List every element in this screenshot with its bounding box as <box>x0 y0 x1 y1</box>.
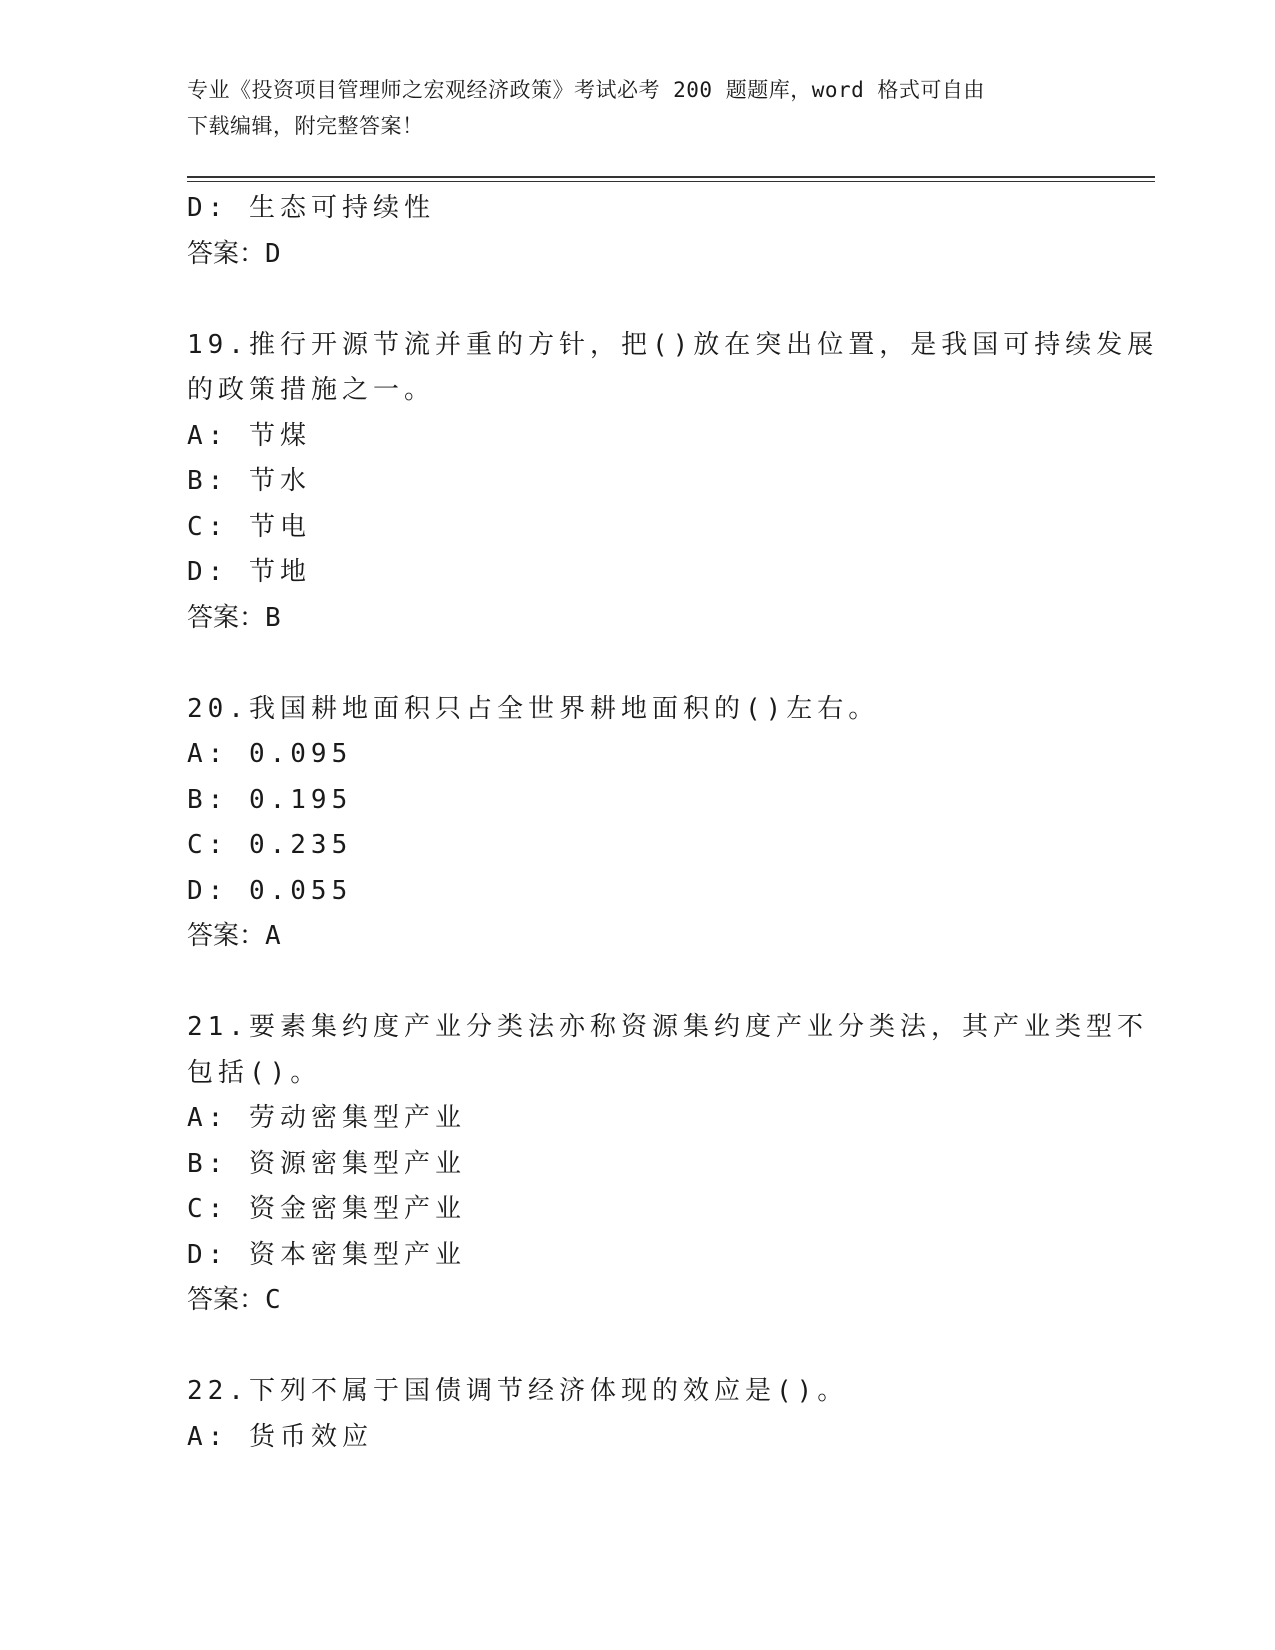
answer-line <box>187 232 1087 278</box>
answer-value: A <box>265 921 281 951</box>
answer-line <box>187 914 1087 960</box>
answer-label: 答案： <box>187 1285 266 1315</box>
option-c: C: 节电 <box>187 511 311 542</box>
answer-value: B <box>265 602 281 633</box>
option-b: B: 0.195 <box>187 784 353 815</box>
option-a: A: 劳动密集型产业 <box>187 1103 466 1133</box>
question-text: 21.要素集约度产业分类法亦称资源集约度产业分类法，其产业类型不 <box>187 1012 1148 1042</box>
answer-value: D <box>265 238 281 269</box>
option-c: C: 资金密集型产业 <box>187 1194 466 1224</box>
option-a: A: 0.095 <box>187 739 353 769</box>
question-text-cont: 的政策措施之一。 <box>187 375 436 405</box>
spacer <box>187 641 1087 687</box>
question-list <box>187 186 1159 1460</box>
answer-label: 答案： <box>187 602 266 633</box>
option-d: D: 生态可持续性 <box>187 193 435 223</box>
spacer <box>187 960 1087 1006</box>
option-c: C: 0.235 <box>187 830 353 860</box>
question-text: 22.下列不属于国债调节经济体现的效应是()。 <box>187 1376 849 1406</box>
option-b: B: 节水 <box>187 466 311 496</box>
spacer <box>187 1324 1087 1370</box>
answer-line <box>187 596 1087 642</box>
option-a: A: 节煤 <box>187 420 311 451</box>
option-d: D: 节地 <box>187 557 311 587</box>
answer-value: C <box>265 1285 281 1315</box>
question-text: 20.我国耕地面积只占全世界耕地面积的()左右。 <box>187 693 880 724</box>
question-text: 19.推行开源节流并重的方针，把()放在突出位置，是我国可持续发展 <box>187 329 1159 360</box>
question-block <box>187 323 1159 642</box>
option-b: B: 资源密集型产业 <box>187 1148 466 1179</box>
page-header <box>187 72 1067 144</box>
header-line-1: 专业《投资项目管理师之宏观经济政策》考试必考 200 题题库，word 格式可自由 <box>187 78 985 102</box>
answer-label: 答案： <box>187 238 266 269</box>
option-a: A: 货币效应 <box>187 1421 373 1452</box>
option-d: D: 资本密集型产业 <box>187 1239 466 1270</box>
question-block <box>187 1005 1148 1324</box>
header-divider <box>187 176 1155 182</box>
option-d: D: 0.055 <box>187 875 353 906</box>
question-text-cont: 包括()。 <box>187 1057 322 1088</box>
header-line-2: 下载编辑，附完整答案！ <box>187 114 424 138</box>
answer-line <box>187 1278 1087 1324</box>
question-block <box>187 687 1087 960</box>
spacer <box>187 277 1087 323</box>
question-block <box>187 1369 1087 1460</box>
answer-label: 答案： <box>187 921 266 951</box>
